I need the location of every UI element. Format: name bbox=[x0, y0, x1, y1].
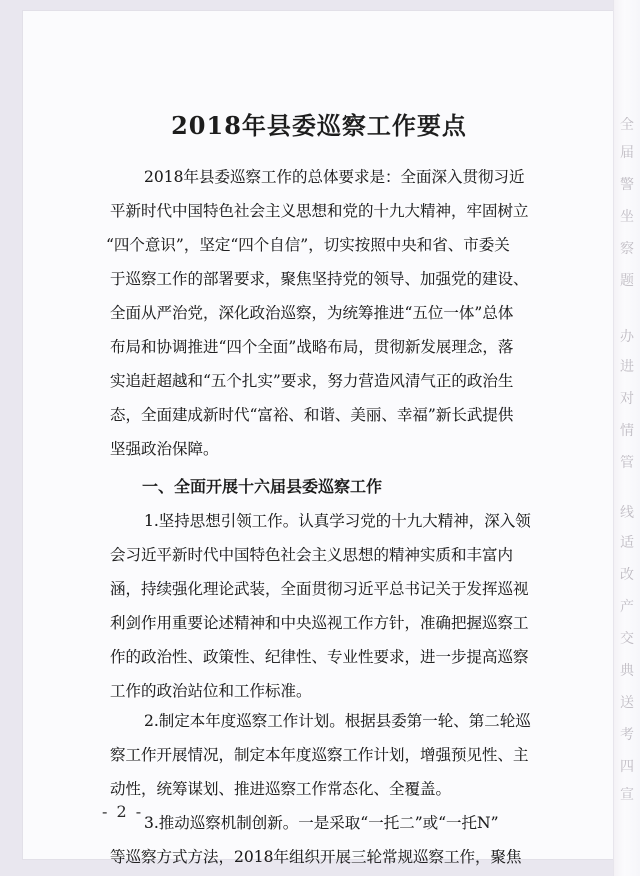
paragraph-line: 利剑作用重要论述精神和中央巡视工作方针，准确把握巡察工 bbox=[110, 614, 529, 632]
paragraph-line: 3.推动巡察机制创新。一是采取“一托二”或“一托N” bbox=[144, 814, 499, 832]
bleed-char: 管 bbox=[620, 455, 634, 471]
bleed-char: 四 bbox=[620, 759, 634, 775]
bleed-char: 适 bbox=[620, 535, 634, 551]
bleed-char: 对 bbox=[620, 391, 634, 407]
bleed-char: 警 bbox=[620, 177, 634, 193]
bleed-char: 办 bbox=[620, 329, 634, 345]
bleed-char: 进 bbox=[620, 359, 634, 375]
bleed-char: 届 bbox=[620, 145, 634, 161]
paragraph-line: 动性，统筹谋划、推进巡察工作常态化、全覆盖。 bbox=[110, 780, 452, 798]
paragraph-line: 坚强政治保障。 bbox=[110, 440, 219, 458]
document-title: 2018年县委巡察工作要点 bbox=[171, 111, 467, 140]
bleed-char: 线 bbox=[620, 505, 634, 521]
paragraph-line: 作的政治性、政策性、纪律性、专业性要求，进一步提高巡察 bbox=[110, 648, 529, 666]
paragraph-line: 布局和协调推进“四个全面”战略布局，贯彻新发展理念，落 bbox=[110, 338, 514, 356]
bleed-char: 坐 bbox=[620, 209, 634, 225]
paragraph-line: 态，全面建成新时代“富裕、和谐、美丽、幸福”新长武提供 bbox=[110, 406, 514, 424]
bleed-char: 改 bbox=[620, 567, 634, 583]
paragraph-line: “四个意识”，坚定“四个自信”，切实按照中央和省、市委关 bbox=[106, 236, 510, 254]
adjacent-page-edge bbox=[613, 0, 640, 876]
paragraph-line: 工作的政治站位和工作标准。 bbox=[110, 682, 312, 700]
paragraph-line: 实追赶超越和“五个扎实”要求，努力营造风清气正的政治生 bbox=[110, 372, 514, 390]
paragraph-line: 2.制定本年度巡察工作计划。根据县委第一轮、第二轮巡 bbox=[144, 712, 531, 730]
bleed-char: 送 bbox=[620, 695, 634, 711]
paragraph-line: 于巡察工作的部署要求，聚焦坚持党的领导、加强党的建设、 bbox=[110, 270, 529, 288]
bleed-char: 题 bbox=[620, 273, 634, 289]
paragraph-line: 1.坚持思想引领工作。认真学习党的十九大精神，深入领 bbox=[144, 512, 531, 530]
paragraph-line: 涵，持续强化理论武装，全面贯彻习近平总书记关于发挥巡视 bbox=[110, 580, 529, 598]
bleed-char: 宣 bbox=[620, 787, 634, 803]
paragraph-line: 全面从严治党，深化政治巡察，为统筹推进“五位一体”总体 bbox=[110, 304, 514, 322]
paragraph-line: 会习近平新时代中国特色社会主义思想的精神实质和丰富内 bbox=[110, 546, 514, 564]
paragraph-line: 平新时代中国特色社会主义思想和党的十九大精神，牢固树立 bbox=[110, 202, 529, 220]
paragraph-line: 察工作开展情况，制定本年度巡察工作计划，增强预见性、主 bbox=[110, 746, 529, 764]
bleed-char: 产 bbox=[620, 599, 634, 615]
bleed-char: 典 bbox=[620, 663, 634, 679]
bleed-char: 交 bbox=[620, 631, 634, 647]
bleed-char: 全 bbox=[620, 117, 634, 133]
section-heading: 一、全面开展十六届县委巡察工作 bbox=[142, 477, 383, 496]
paragraph-line: 2018年县委巡察工作的总体要求是：全面深入贯彻习近 bbox=[144, 168, 525, 186]
bleed-char: 考 bbox=[620, 727, 634, 743]
page-number: - 2 - bbox=[102, 802, 144, 821]
paragraph-line: 等巡察方式方法，2018年组织开展三轮常规巡察工作，聚焦 bbox=[110, 848, 522, 866]
bleed-char: 情 bbox=[620, 423, 634, 439]
bleed-char: 察 bbox=[620, 241, 634, 257]
